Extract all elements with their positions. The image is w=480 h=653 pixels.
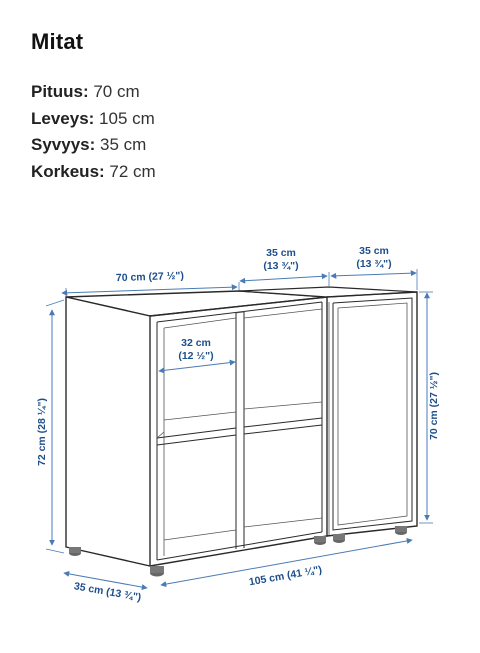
dim-width-bottom: 105 cm (41 ¼") [248, 563, 323, 589]
spec-width-label: Leveys: [31, 108, 95, 128]
dim-height-right: 70 cm (27 ½") [428, 371, 440, 441]
page-title: Mitat [31, 29, 84, 54]
spec-length-value: 70 cm [88, 82, 140, 101]
dim-depth-mid-line1: 35 cm [266, 247, 296, 259]
dim-inner-line1: 32 cm [181, 337, 211, 349]
dim-inner-line2: (12 ½") [178, 350, 214, 362]
dim-depth-bottom: 35 cm (13 ¾") [72, 580, 143, 604]
spec-depth-value: 35 cm [95, 135, 147, 154]
spec-depth-label: Syvyys: [31, 135, 96, 154]
furniture-drawing [66, 287, 417, 577]
dim-width-top: 70 cm (27 ½") [115, 269, 185, 285]
spec-width-value: 105 cm [94, 108, 155, 128]
spec-height-label: Korkeus: [31, 161, 105, 181]
dim-depth-right-line2: (13 ¾") [356, 258, 392, 270]
dim-height-left: 72 cm (28 ¼") [36, 397, 48, 467]
spec-length-label: Pituus: [31, 82, 89, 101]
spec-height-value: 72 cm [104, 161, 156, 181]
dim-depth-right-line1: 35 cm [359, 245, 389, 257]
dim-depth-mid-line2: (13 ¾") [263, 260, 299, 272]
